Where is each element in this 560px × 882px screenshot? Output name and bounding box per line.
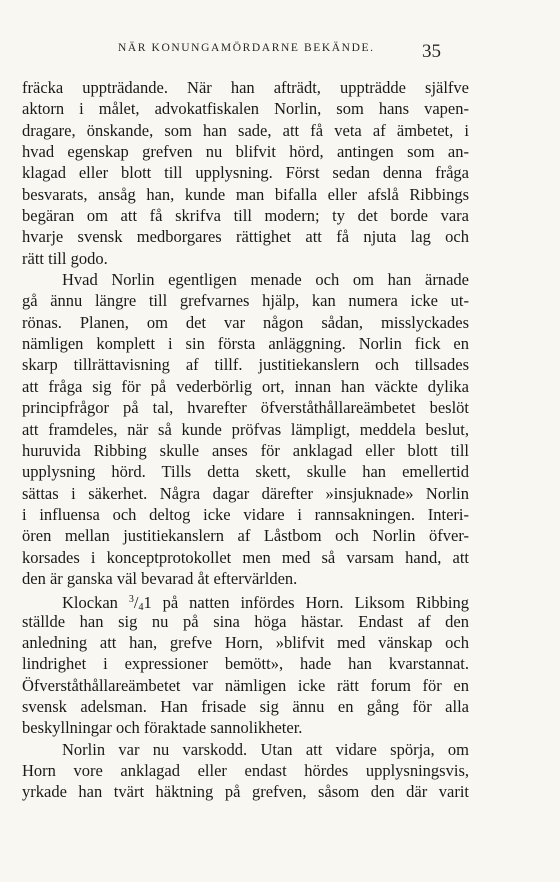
text-line: beskyllningar och föraktade sannolikheter.	[22, 718, 303, 738]
text-line: fräcka uppträdande. När han afträdt, uppträdde själfve	[22, 78, 469, 97]
text-line: huruvida Ribbing skulle anses för anklagad eller blott till	[22, 440, 469, 460]
text-line: besvarats, ansåg han, kunde man bifalla eller afslå Ribbings	[22, 184, 469, 204]
text-line: korsades i konceptprotokollet men med så varsam hand, att	[22, 547, 469, 567]
page-number: 35	[422, 41, 441, 62]
text-line: Hvad Norlin egentligen menade och om han ärnade	[62, 270, 469, 290]
fraction-denominator: 4	[138, 602, 144, 614]
body-text	[22, 77, 469, 803]
text-line: aktorn i målet, advokatfiskalen Norlin, som hans vapen-	[22, 99, 469, 119]
text-line: principfrågor på tal, hvarefter öfverståthållareämbetet beslöt	[22, 398, 469, 418]
text-line: den är ganska väl bevarad åt eftervärlden.	[22, 568, 298, 588]
running-head: NÄR KONUNGAMÖRDARNE BEKÄNDE.	[118, 42, 375, 54]
text-line: begäran om att få skrifva till modern; ty det borde vara	[22, 206, 469, 226]
text-line: ören mellan justitiekanslern af Låstbom och Norlin öfver-	[22, 526, 469, 546]
text-line: Norlin var nu varskodd. Utan att vidare spörja, om	[62, 739, 469, 759]
text-line: yrkade han tvärt häktning på grefven, såsom den där varit	[22, 782, 469, 802]
text-line: svensk adelsman. Han frisade sig ännu en gång för alla	[22, 696, 469, 716]
text-line: anledning att han, grefve Horn, »blifvit med vänskap och	[22, 632, 469, 652]
text-line: Öfverståthållareämbetet var nämligen icke rätt forum för en	[22, 675, 469, 695]
text-line: gå ännu längre till grefvarnes hjälp, kan numera icke ut-	[22, 291, 469, 311]
text-line: hvarje svensk medborgares rättighet att få njuta lag och	[22, 227, 469, 247]
text-line: att framdeles, när så kunde pröfvas lämpligt, meddela beslut,	[22, 419, 469, 439]
text-line: Horn vore anklagad eller endast hördes upplysningsvis,	[22, 761, 469, 780]
text-line: rönas. Planen, om det var någon sådan, misslyckades	[22, 312, 469, 332]
text-line: upplysning hörd. Tills detta skett, skulle han emellertid	[22, 462, 469, 482]
text-fragment: 1 på natten infördes Horn. Liksom Ribbing	[143, 593, 469, 613]
text-line: att fråga sig för på vederbörlig ort, innan han väckte dylika	[22, 376, 469, 396]
fraction-numerator: 3	[128, 594, 134, 606]
text-line: klagad eller blott till upplysning. Först sedan denna fråga	[22, 163, 469, 183]
text-line: dragare, önskande, som han sade, att få veta af ämbetet, i	[22, 120, 469, 140]
paragraph	[22, 77, 469, 269]
text-fragment: Klockan	[62, 593, 129, 613]
paragraph	[22, 269, 469, 589]
text-line: nämligen komplett i sin första anläggning. Norlin fick en	[22, 334, 469, 354]
text-line: hvad egenskap grefven nu blifvit hörd, antingen som an-	[22, 142, 469, 162]
text-line: ställde han sig nu på sina höga hästar. Endast af den	[22, 611, 469, 631]
text-line: lindrighet i expressioner bemött», hade han kvarstannat.	[22, 654, 469, 674]
paragraph	[22, 739, 469, 803]
text-line: i influensa och deltog icke vidare i rannsakningen. Interi-	[22, 504, 469, 524]
text-line: sättas i säkerhet. Några dagar därefter »insjuknade» Norlin	[22, 483, 469, 503]
text-line: Klockan $^3/_41$ på natten infördes Horn. Liksom Ribbing	[62, 593, 469, 614]
text-line: rätt till godo.	[22, 248, 108, 268]
text-line: skarp tillrättavisning af tillf. justitiekanslern och tillsades	[22, 355, 469, 375]
paragraph	[22, 589, 469, 738]
